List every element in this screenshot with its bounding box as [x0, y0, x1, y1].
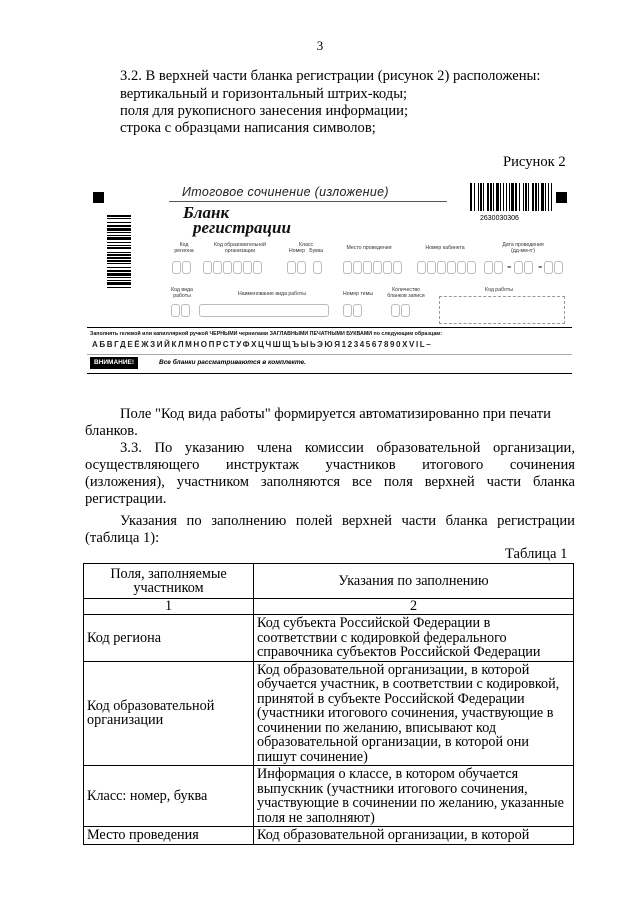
table-cell: Код субъекта Российской Федерации в соответствии с кодировкой федерального справочника субъектов Российской Федерации — [254, 615, 574, 662]
label-place: Место проведения — [346, 245, 392, 251]
place-cells[interactable] — [343, 261, 402, 274]
table-row — [84, 661, 574, 766]
intro-line-3: поля для рукописного занесения информации; — [120, 103, 408, 119]
intro-line-1: 3.2. В верхней части бланка регистрации (рисунок 2) расположены: — [120, 68, 541, 84]
vertical-barcode — [107, 215, 141, 289]
form-bottom-border — [87, 373, 572, 374]
label-work-name: Наименование вида работы — [237, 291, 307, 297]
instructions-table — [83, 563, 574, 845]
para3-line-1: 3.3. По указанию члена комиссии образовательной организации, — [120, 440, 575, 456]
form-title: Итоговое сочинение (изложение) — [182, 185, 389, 199]
horizontal-barcode — [466, 183, 558, 221]
class-number-cells[interactable] — [287, 261, 306, 274]
table-header: Указания по заполнению — [254, 564, 574, 599]
count-cells[interactable] — [391, 304, 410, 317]
column-number: 2 — [254, 599, 574, 615]
table-header-row — [84, 564, 574, 599]
org-code-cells[interactable] — [203, 261, 262, 274]
figure-caption: Рисунок 2 — [503, 154, 566, 170]
table-number-row — [84, 599, 574, 615]
date-cells[interactable] — [484, 261, 563, 274]
table-cell: Код образовательной организации, в которой обучается участник, в соответствии с кодировкой, принятой в субъекте Российской Федерации (участники итогового сочинения, участвующие в сочинении по желанию, вписывают код образовательной организации, в которой они пишут сочинение) — [254, 661, 574, 766]
barcode-number: 2630030306 — [480, 215, 519, 221]
work-name-cells — [199, 304, 329, 317]
label-room: Номер кабинета — [425, 245, 465, 251]
label-work-code: Код работы — [485, 287, 513, 293]
intro-line-4: строка с образцами написания символов; — [120, 120, 376, 136]
table-row — [84, 827, 574, 845]
warning-text: Все бланки рассматриваются в комплекте. — [159, 359, 306, 366]
label-count: Количество бланков записи — [387, 287, 425, 299]
form-divider — [87, 354, 572, 355]
warning-badge: ВНИМАНИЕ! — [90, 357, 138, 369]
sample-characters: АБВГДЕЁЖЗИЙКЛМНОПРСТУФХЦЧШЩЪЫЬЭЮЯ1234567890XVIL– — [92, 340, 433, 349]
work-type-cells — [171, 304, 190, 317]
table-cell: Класс: номер, буква — [84, 766, 254, 827]
room-cells[interactable] — [417, 261, 476, 274]
table-cell: Место проведения — [84, 827, 254, 845]
label-org-code: Код образовательной организации — [214, 242, 266, 254]
para4-line-1: Указания по заполнению полей верхней части бланка регистрации — [120, 513, 575, 529]
form-heading-line-1: Бланк — [183, 203, 230, 222]
corner-marker — [93, 192, 104, 203]
para3-line-2: осуществляющего инструктаж участников итогового сочинения — [85, 457, 575, 473]
form-divider — [87, 327, 572, 328]
para2-line-1: Поле "Код вида работы" формируется автоматизированно при печати — [120, 406, 551, 422]
para3-line-4: регистрации. — [85, 491, 167, 507]
para2-line-2: бланков. — [85, 423, 138, 439]
date-separator: - — [538, 258, 543, 273]
para3-line-3: (изложения), участником заполняются все поля верхней части бланка — [85, 474, 575, 490]
page-number: 3 — [316, 38, 324, 53]
para4-line-2: (таблица 1): — [85, 530, 160, 546]
form-heading-line-2: регистрации — [193, 218, 291, 237]
class-letter-cell[interactable] — [313, 261, 322, 274]
table-cell: Код образовательной организации — [84, 661, 254, 766]
table-cell: Код региона — [84, 615, 254, 662]
table-caption: Таблица 1 — [505, 546, 568, 562]
column-number: 1 — [84, 599, 254, 615]
topic-cells[interactable] — [343, 304, 362, 317]
table-cell: Информация о классе, в котором обучается выпускник (участники итогового сочинения, участвующие в сочинении по желанию, указанные поля не заполняют) — [254, 766, 574, 827]
label-region-code: Код региона — [174, 242, 194, 254]
date-separator: - — [507, 258, 512, 273]
label-date: Дата проведения (дд-мм-гг) — [502, 242, 544, 254]
intro-line-2: вертикальный и горизонтальный штрих-коды; — [120, 86, 408, 102]
table-cell: Код образовательной организации, в которой — [254, 827, 574, 845]
region-code-cells[interactable] — [172, 261, 191, 274]
form-heading — [183, 205, 291, 235]
registration-form-figure — [87, 183, 572, 383]
label-class: Класс Номер Буква — [288, 242, 324, 254]
label-work-type: Код вида работы — [171, 287, 193, 299]
title-underline — [169, 201, 447, 202]
table-header: Поля, заполняемые участником — [84, 564, 254, 599]
table-row — [84, 766, 574, 827]
work-code-box — [439, 296, 565, 324]
form-instruction: Заполнять гелевой или капиллярной ручкой ЧЕРНЫМИ чернилами ЗАГЛАВНЫМИ ПЕЧАТНЫМИ БУКВАМИ по следующим образцам: — [90, 331, 442, 337]
label-topic: Номер темы — [343, 291, 373, 297]
table-row — [84, 615, 574, 662]
